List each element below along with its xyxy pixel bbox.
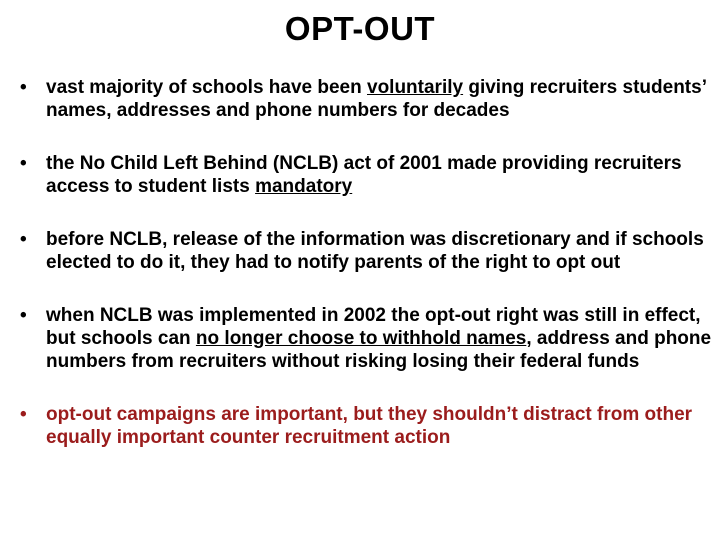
bullet-marker: •: [20, 229, 27, 250]
bullet-text: opt-out campaigns are important, but they shouldn’t distract from other equally important counter recruitment action: [46, 404, 693, 448]
bullet-marker: •: [20, 305, 27, 326]
bullet-marker: •: [20, 153, 27, 174]
bullet-marker: •: [20, 77, 27, 98]
bullet-item: [18, 152, 718, 198]
bullet-item-highlight: [18, 403, 718, 449]
bullet-item: [18, 76, 718, 122]
bullet-text: vast majority of schools have been: [46, 77, 367, 98]
bullet-text: the No Child Left Behind (NCLB) act of 2001 made providing recruiters access to student lists: [46, 153, 682, 197]
slide-title: OPT-OUT: [284, 10, 436, 47]
bullet-text: giving recruiters students’ names, addresses and phone numbers for decades: [46, 77, 706, 121]
bullet-emphasis: mandatory: [255, 176, 353, 197]
bullet-item: [18, 228, 718, 274]
bullet-text: when NCLB was implemented in 2002 the opt-out right was still in effect, but schools can: [46, 305, 701, 349]
bullet-list: [18, 76, 718, 449]
bullet-text: before NCLB, release of the information was discretionary and if schools elected to do it, they had to notify parents of the right to opt out: [46, 229, 704, 273]
bullet-marker: •: [20, 404, 27, 425]
bullet-emphasis: voluntarily: [367, 77, 464, 98]
bullet-emphasis: no longer choose to withhold names: [195, 328, 527, 349]
bullet-item: [18, 304, 718, 373]
bullet-text: , address and phone numbers from recruiters without risking losing their federal funds: [46, 328, 712, 372]
